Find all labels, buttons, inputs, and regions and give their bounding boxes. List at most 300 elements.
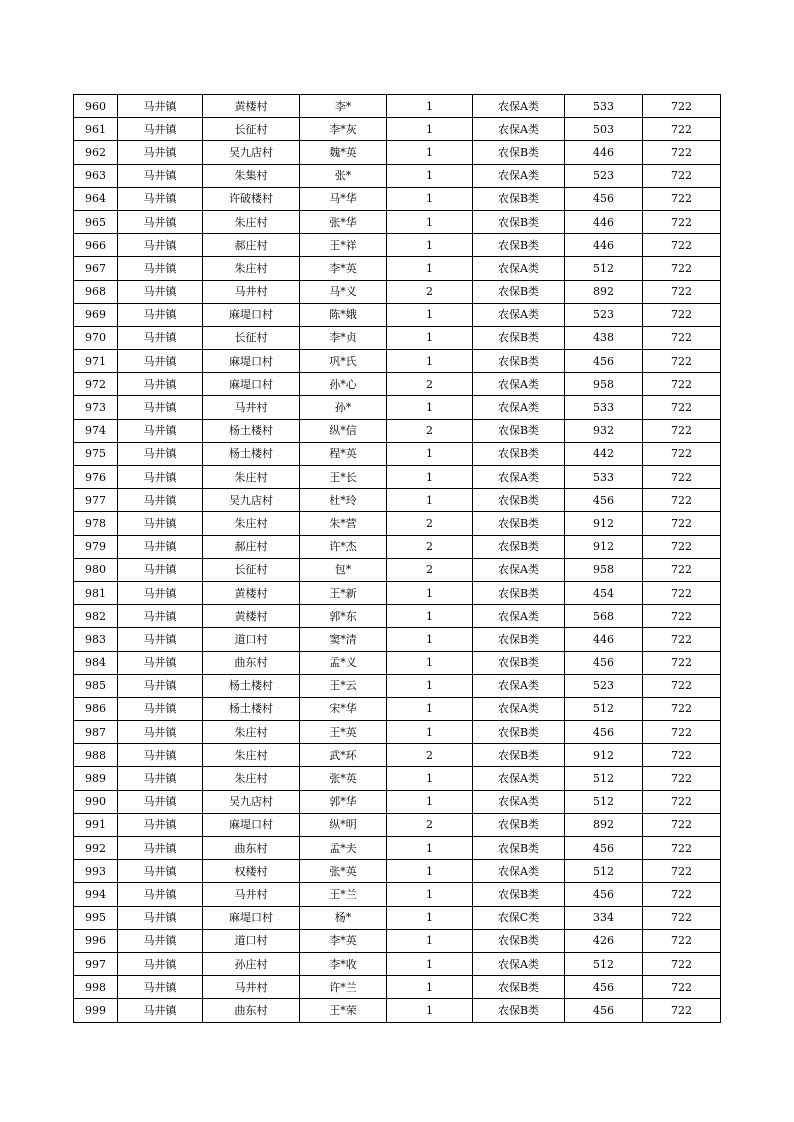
household-count-cell: 2 xyxy=(387,512,473,535)
row-number-cell: 975 xyxy=(74,442,118,465)
village-cell: 曲东村 xyxy=(203,999,300,1022)
village-cell: 麻堤口村 xyxy=(203,906,300,929)
household-count-cell: 1 xyxy=(387,628,473,651)
row-number-cell: 970 xyxy=(74,326,118,349)
table-row xyxy=(74,952,721,975)
village-cell: 郝庄村 xyxy=(203,234,300,257)
township-cell: 马井镇 xyxy=(118,651,203,674)
standard-cell: 722 xyxy=(643,581,721,604)
table-row xyxy=(74,674,721,697)
row-number-cell: 964 xyxy=(74,187,118,210)
village-cell: 杨土楼村 xyxy=(203,674,300,697)
standard-cell: 722 xyxy=(643,906,721,929)
amount-cell: 512 xyxy=(565,697,643,720)
village-cell: 麻堤口村 xyxy=(203,350,300,373)
name-cell: 李*英 xyxy=(300,257,387,280)
category-cell: 农保B类 xyxy=(473,442,565,465)
township-cell: 马井镇 xyxy=(118,558,203,581)
standard-cell: 722 xyxy=(643,466,721,489)
village-cell: 曲东村 xyxy=(203,837,300,860)
township-cell: 马井镇 xyxy=(118,164,203,187)
township-cell: 马井镇 xyxy=(118,605,203,628)
standard-cell: 722 xyxy=(643,257,721,280)
amount-cell: 533 xyxy=(565,466,643,489)
row-number-cell: 998 xyxy=(74,976,118,999)
name-cell: 朱*营 xyxy=(300,512,387,535)
standard-cell: 722 xyxy=(643,442,721,465)
category-cell: 农保A类 xyxy=(473,605,565,628)
table-row xyxy=(74,535,721,558)
amount-cell: 512 xyxy=(565,952,643,975)
village-cell: 杨土楼村 xyxy=(203,419,300,442)
township-cell: 马井镇 xyxy=(118,883,203,906)
category-cell: 农保A类 xyxy=(473,95,565,118)
row-number-cell: 992 xyxy=(74,837,118,860)
amount-cell: 932 xyxy=(565,419,643,442)
table-row xyxy=(74,118,721,141)
village-cell: 朱庄村 xyxy=(203,767,300,790)
name-cell: 王*荣 xyxy=(300,999,387,1022)
township-cell: 马井镇 xyxy=(118,187,203,210)
category-cell: 农保B类 xyxy=(473,628,565,651)
household-count-cell: 2 xyxy=(387,419,473,442)
category-cell: 农保B类 xyxy=(473,187,565,210)
table-row xyxy=(74,605,721,628)
township-cell: 马井镇 xyxy=(118,489,203,512)
table-row xyxy=(74,581,721,604)
category-cell: 农保B类 xyxy=(473,837,565,860)
household-count-cell: 2 xyxy=(387,373,473,396)
standard-cell: 722 xyxy=(643,697,721,720)
row-number-cell: 966 xyxy=(74,234,118,257)
household-count-cell: 1 xyxy=(387,906,473,929)
township-cell: 马井镇 xyxy=(118,118,203,141)
township-cell: 马井镇 xyxy=(118,581,203,604)
village-cell: 朱庄村 xyxy=(203,744,300,767)
township-cell: 马井镇 xyxy=(118,303,203,326)
row-number-cell: 996 xyxy=(74,929,118,952)
name-cell: 宋*华 xyxy=(300,697,387,720)
standard-cell: 722 xyxy=(643,419,721,442)
name-cell: 郭*华 xyxy=(300,790,387,813)
table-row xyxy=(74,721,721,744)
category-cell: 农保B类 xyxy=(473,999,565,1022)
township-cell: 马井镇 xyxy=(118,721,203,744)
category-cell: 农保A类 xyxy=(473,466,565,489)
category-cell: 农保B类 xyxy=(473,419,565,442)
standard-cell: 722 xyxy=(643,535,721,558)
standard-cell: 722 xyxy=(643,141,721,164)
amount-cell: 456 xyxy=(565,837,643,860)
village-cell: 马井村 xyxy=(203,976,300,999)
category-cell: 农保A类 xyxy=(473,396,565,419)
table-row xyxy=(74,164,721,187)
name-cell: 王*长 xyxy=(300,466,387,489)
name-cell: 张*华 xyxy=(300,210,387,233)
amount-cell: 958 xyxy=(565,373,643,396)
table-row xyxy=(74,976,721,999)
table-row xyxy=(74,303,721,326)
household-count-cell: 1 xyxy=(387,466,473,489)
amount-cell: 334 xyxy=(565,906,643,929)
category-cell: 农保A类 xyxy=(473,767,565,790)
amount-cell: 442 xyxy=(565,442,643,465)
standard-cell: 722 xyxy=(643,605,721,628)
standard-cell: 722 xyxy=(643,929,721,952)
category-cell: 农保A类 xyxy=(473,790,565,813)
standard-cell: 722 xyxy=(643,790,721,813)
name-cell: 武*环 xyxy=(300,744,387,767)
township-cell: 马井镇 xyxy=(118,860,203,883)
standard-cell: 722 xyxy=(643,95,721,118)
name-cell: 许*杰 xyxy=(300,535,387,558)
township-cell: 马井镇 xyxy=(118,257,203,280)
name-cell: 窦*清 xyxy=(300,628,387,651)
household-count-cell: 1 xyxy=(387,883,473,906)
row-number-cell: 988 xyxy=(74,744,118,767)
household-count-cell: 1 xyxy=(387,234,473,257)
village-cell: 麻堤口村 xyxy=(203,373,300,396)
row-number-cell: 971 xyxy=(74,350,118,373)
household-count-cell: 1 xyxy=(387,837,473,860)
table-row xyxy=(74,906,721,929)
amount-cell: 512 xyxy=(565,257,643,280)
row-number-cell: 983 xyxy=(74,628,118,651)
standard-cell: 722 xyxy=(643,187,721,210)
village-cell: 朱庄村 xyxy=(203,512,300,535)
village-cell: 马井村 xyxy=(203,280,300,303)
table-row xyxy=(74,512,721,535)
village-cell: 道口村 xyxy=(203,628,300,651)
standard-cell: 722 xyxy=(643,651,721,674)
village-cell: 朱庄村 xyxy=(203,721,300,744)
table-row xyxy=(74,744,721,767)
household-count-cell: 2 xyxy=(387,535,473,558)
amount-cell: 426 xyxy=(565,929,643,952)
amount-cell: 892 xyxy=(565,813,643,836)
township-cell: 马井镇 xyxy=(118,350,203,373)
table-row xyxy=(74,767,721,790)
township-cell: 马井镇 xyxy=(118,234,203,257)
name-cell: 程*英 xyxy=(300,442,387,465)
amount-cell: 456 xyxy=(565,976,643,999)
name-cell: 王*祥 xyxy=(300,234,387,257)
table-row xyxy=(74,558,721,581)
category-cell: 农保B类 xyxy=(473,744,565,767)
village-cell: 孙庄村 xyxy=(203,952,300,975)
standard-cell: 722 xyxy=(643,999,721,1022)
table-row xyxy=(74,628,721,651)
category-cell: 农保B类 xyxy=(473,976,565,999)
village-cell: 麻堤口村 xyxy=(203,303,300,326)
row-number-cell: 969 xyxy=(74,303,118,326)
township-cell: 马井镇 xyxy=(118,906,203,929)
table-row xyxy=(74,466,721,489)
township-cell: 马井镇 xyxy=(118,419,203,442)
township-cell: 马井镇 xyxy=(118,512,203,535)
township-cell: 马井镇 xyxy=(118,628,203,651)
household-count-cell: 1 xyxy=(387,257,473,280)
household-count-cell: 1 xyxy=(387,118,473,141)
household-count-cell: 2 xyxy=(387,558,473,581)
standard-cell: 722 xyxy=(643,628,721,651)
name-cell: 王*云 xyxy=(300,674,387,697)
village-cell: 长征村 xyxy=(203,558,300,581)
village-cell: 郝庄村 xyxy=(203,535,300,558)
row-number-cell: 980 xyxy=(74,558,118,581)
table-row xyxy=(74,790,721,813)
standard-cell: 722 xyxy=(643,373,721,396)
township-cell: 马井镇 xyxy=(118,466,203,489)
row-number-cell: 968 xyxy=(74,280,118,303)
category-cell: 农保A类 xyxy=(473,860,565,883)
amount-cell: 438 xyxy=(565,326,643,349)
amount-cell: 912 xyxy=(565,744,643,767)
standard-cell: 722 xyxy=(643,813,721,836)
household-count-cell: 1 xyxy=(387,210,473,233)
standard-cell: 722 xyxy=(643,234,721,257)
category-cell: 农保A类 xyxy=(473,697,565,720)
table-row xyxy=(74,350,721,373)
category-cell: 农保B类 xyxy=(473,210,565,233)
name-cell: 杜*玲 xyxy=(300,489,387,512)
name-cell: 王*英 xyxy=(300,721,387,744)
amount-cell: 568 xyxy=(565,605,643,628)
name-cell: 李*贞 xyxy=(300,326,387,349)
village-cell: 杨土楼村 xyxy=(203,442,300,465)
name-cell: 包* xyxy=(300,558,387,581)
township-cell: 马井镇 xyxy=(118,929,203,952)
village-cell: 马井村 xyxy=(203,883,300,906)
amount-cell: 523 xyxy=(565,674,643,697)
township-cell: 马井镇 xyxy=(118,976,203,999)
row-number-cell: 973 xyxy=(74,396,118,419)
standard-cell: 722 xyxy=(643,350,721,373)
amount-cell: 503 xyxy=(565,118,643,141)
standard-cell: 722 xyxy=(643,837,721,860)
row-number-cell: 963 xyxy=(74,164,118,187)
township-cell: 马井镇 xyxy=(118,697,203,720)
name-cell: 李*收 xyxy=(300,952,387,975)
village-cell: 吴九店村 xyxy=(203,489,300,512)
township-cell: 马井镇 xyxy=(118,813,203,836)
category-cell: 农保B类 xyxy=(473,813,565,836)
standard-cell: 722 xyxy=(643,326,721,349)
row-number-cell: 982 xyxy=(74,605,118,628)
standard-cell: 722 xyxy=(643,164,721,187)
village-cell: 朱庄村 xyxy=(203,257,300,280)
household-count-cell: 1 xyxy=(387,164,473,187)
standard-cell: 722 xyxy=(643,883,721,906)
category-cell: 农保B类 xyxy=(473,280,565,303)
name-cell: 李*灰 xyxy=(300,118,387,141)
table-row xyxy=(74,396,721,419)
name-cell: 魏*英 xyxy=(300,141,387,164)
amount-cell: 446 xyxy=(565,234,643,257)
household-count-cell: 1 xyxy=(387,187,473,210)
township-cell: 马井镇 xyxy=(118,535,203,558)
village-cell: 朱庄村 xyxy=(203,210,300,233)
township-cell: 马井镇 xyxy=(118,280,203,303)
amount-cell: 512 xyxy=(565,860,643,883)
category-cell: 农保A类 xyxy=(473,118,565,141)
amount-cell: 454 xyxy=(565,581,643,604)
household-count-cell: 1 xyxy=(387,976,473,999)
household-count-cell: 1 xyxy=(387,303,473,326)
row-number-cell: 995 xyxy=(74,906,118,929)
table-row xyxy=(74,419,721,442)
amount-cell: 912 xyxy=(565,535,643,558)
household-count-cell: 1 xyxy=(387,860,473,883)
village-cell: 道口村 xyxy=(203,929,300,952)
name-cell: 李* xyxy=(300,95,387,118)
household-count-cell: 1 xyxy=(387,95,473,118)
village-cell: 长征村 xyxy=(203,118,300,141)
row-number-cell: 997 xyxy=(74,952,118,975)
amount-cell: 456 xyxy=(565,187,643,210)
village-cell: 马井村 xyxy=(203,396,300,419)
name-cell: 马*华 xyxy=(300,187,387,210)
standard-cell: 722 xyxy=(643,512,721,535)
table-row xyxy=(74,813,721,836)
table-row xyxy=(74,326,721,349)
household-count-cell: 1 xyxy=(387,767,473,790)
amount-cell: 456 xyxy=(565,721,643,744)
standard-cell: 722 xyxy=(643,767,721,790)
village-cell: 吴九店村 xyxy=(203,790,300,813)
category-cell: 农保A类 xyxy=(473,674,565,697)
name-cell: 纵*信 xyxy=(300,419,387,442)
name-cell: 李*英 xyxy=(300,929,387,952)
household-count-cell: 1 xyxy=(387,697,473,720)
table-row xyxy=(74,651,721,674)
township-cell: 马井镇 xyxy=(118,373,203,396)
amount-cell: 446 xyxy=(565,210,643,233)
category-cell: 农保B类 xyxy=(473,651,565,674)
household-count-cell: 1 xyxy=(387,489,473,512)
table-row xyxy=(74,489,721,512)
township-cell: 马井镇 xyxy=(118,952,203,975)
standard-cell: 722 xyxy=(643,558,721,581)
table-row xyxy=(74,442,721,465)
row-number-cell: 991 xyxy=(74,813,118,836)
standard-cell: 722 xyxy=(643,118,721,141)
table-row xyxy=(74,210,721,233)
row-number-cell: 981 xyxy=(74,581,118,604)
name-cell: 许*兰 xyxy=(300,976,387,999)
row-number-cell: 961 xyxy=(74,118,118,141)
row-number-cell: 976 xyxy=(74,466,118,489)
category-cell: 农保B类 xyxy=(473,234,565,257)
standard-cell: 722 xyxy=(643,303,721,326)
table-row xyxy=(74,95,721,118)
household-count-cell: 2 xyxy=(387,744,473,767)
village-cell: 麻堤口村 xyxy=(203,813,300,836)
standard-cell: 722 xyxy=(643,744,721,767)
household-count-cell: 1 xyxy=(387,999,473,1022)
household-count-cell: 1 xyxy=(387,674,473,697)
household-count-cell: 1 xyxy=(387,141,473,164)
household-count-cell: 1 xyxy=(387,651,473,674)
household-count-cell: 1 xyxy=(387,605,473,628)
table-row xyxy=(74,257,721,280)
standard-cell: 722 xyxy=(643,396,721,419)
row-number-cell: 962 xyxy=(74,141,118,164)
standard-cell: 722 xyxy=(643,674,721,697)
village-cell: 许破楼村 xyxy=(203,187,300,210)
household-count-cell: 1 xyxy=(387,929,473,952)
row-number-cell: 990 xyxy=(74,790,118,813)
category-cell: 农保B类 xyxy=(473,721,565,744)
township-cell: 马井镇 xyxy=(118,837,203,860)
amount-cell: 912 xyxy=(565,512,643,535)
amount-cell: 523 xyxy=(565,164,643,187)
name-cell: 王*兰 xyxy=(300,883,387,906)
row-number-cell: 994 xyxy=(74,883,118,906)
category-cell: 农保C类 xyxy=(473,906,565,929)
township-cell: 马井镇 xyxy=(118,396,203,419)
category-cell: 农保A类 xyxy=(473,373,565,396)
amount-cell: 456 xyxy=(565,489,643,512)
household-count-cell: 2 xyxy=(387,813,473,836)
village-cell: 权楼村 xyxy=(203,860,300,883)
category-cell: 农保B类 xyxy=(473,141,565,164)
amount-cell: 958 xyxy=(565,558,643,581)
village-cell: 朱庄村 xyxy=(203,466,300,489)
name-cell: 孟*义 xyxy=(300,651,387,674)
category-cell: 农保B类 xyxy=(473,326,565,349)
row-number-cell: 965 xyxy=(74,210,118,233)
row-number-cell: 960 xyxy=(74,95,118,118)
amount-cell: 456 xyxy=(565,999,643,1022)
amount-cell: 456 xyxy=(565,883,643,906)
row-number-cell: 999 xyxy=(74,999,118,1022)
standard-cell: 722 xyxy=(643,210,721,233)
household-count-cell: 1 xyxy=(387,581,473,604)
row-number-cell: 984 xyxy=(74,651,118,674)
village-cell: 长征村 xyxy=(203,326,300,349)
name-cell: 孙*心 xyxy=(300,373,387,396)
name-cell: 马*义 xyxy=(300,280,387,303)
village-cell: 朱集村 xyxy=(203,164,300,187)
table-row xyxy=(74,141,721,164)
table-row xyxy=(74,883,721,906)
name-cell: 孙* xyxy=(300,396,387,419)
name-cell: 孟*夫 xyxy=(300,837,387,860)
row-number-cell: 977 xyxy=(74,489,118,512)
village-cell: 黄楼村 xyxy=(203,95,300,118)
table-row xyxy=(74,860,721,883)
amount-cell: 512 xyxy=(565,790,643,813)
amount-cell: 533 xyxy=(565,396,643,419)
village-cell: 吴九店村 xyxy=(203,141,300,164)
category-cell: 农保A类 xyxy=(473,952,565,975)
household-count-cell: 1 xyxy=(387,790,473,813)
township-cell: 马井镇 xyxy=(118,326,203,349)
amount-cell: 533 xyxy=(565,95,643,118)
category-cell: 农保B类 xyxy=(473,581,565,604)
standard-cell: 722 xyxy=(643,952,721,975)
name-cell: 张*英 xyxy=(300,767,387,790)
village-cell: 黄楼村 xyxy=(203,581,300,604)
township-cell: 马井镇 xyxy=(118,95,203,118)
name-cell: 巩*氏 xyxy=(300,350,387,373)
village-cell: 黄楼村 xyxy=(203,605,300,628)
table-row xyxy=(74,999,721,1022)
category-cell: 农保A类 xyxy=(473,303,565,326)
village-cell: 曲东村 xyxy=(203,651,300,674)
row-number-cell: 986 xyxy=(74,697,118,720)
